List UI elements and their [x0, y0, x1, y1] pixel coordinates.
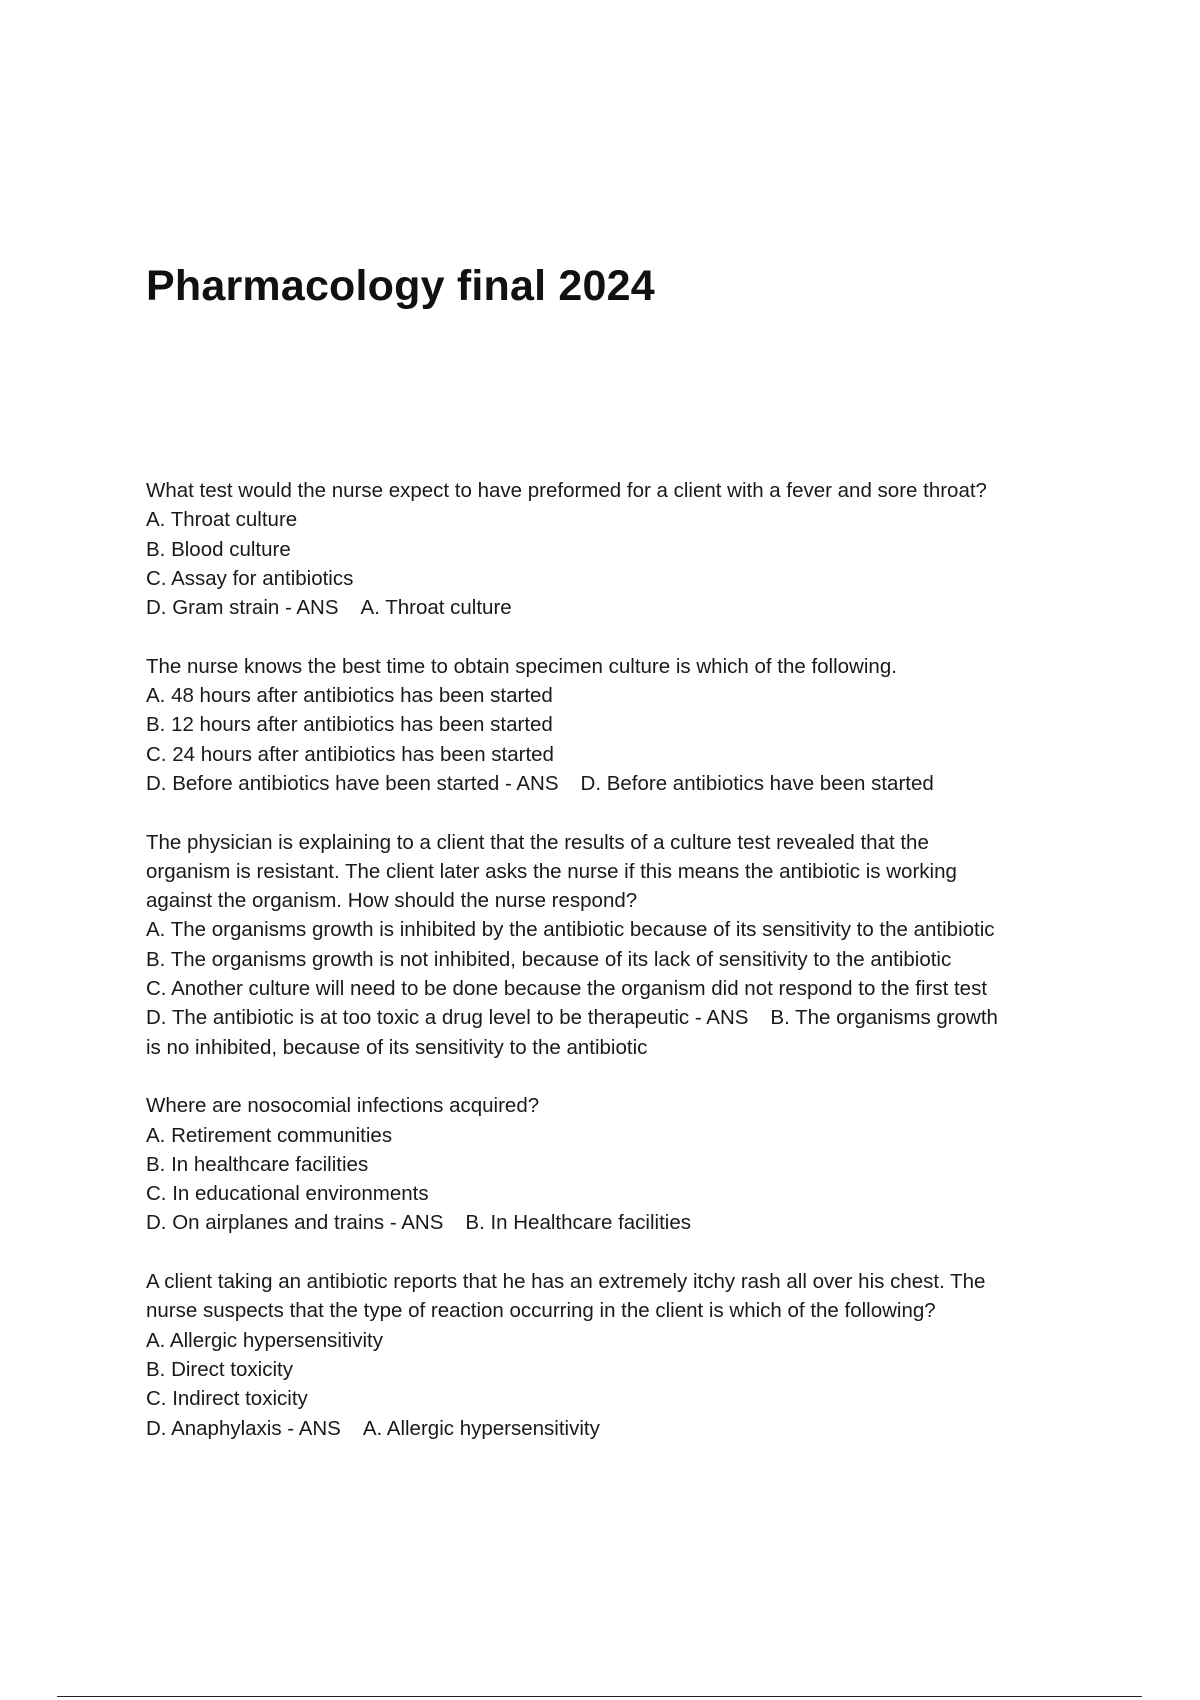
correct-answer: D. Before antibiotics have been started	[580, 771, 934, 795]
page-title: Pharmacology final 2024	[146, 262, 655, 310]
last-option-with-ans: D. On airplanes and trains - ANS	[146, 1211, 444, 1235]
last-option-with-ans: D. The antibiotic is at too toxic a drug level to be therapeutic - ANS	[146, 1006, 749, 1030]
question-item	[146, 1267, 1086, 1443]
answer-line	[146, 1003, 1086, 1032]
answer-option: C. In educational environments	[146, 1182, 429, 1206]
question-text: What test would the nurse expect to have preformed for a client with a fever and sore throat?	[146, 479, 987, 502]
question-item	[146, 652, 1086, 798]
last-option-with-ans: D. Before antibiotics have been started - ANS	[146, 771, 559, 795]
correct-answer: B. In Healthcare facilities	[465, 1211, 691, 1235]
question-item	[146, 828, 1086, 1062]
answer-option: B. 12 hours after antibiotics has been started	[146, 713, 553, 737]
last-option-with-ans: D. Anaphylaxis - ANS	[146, 1416, 341, 1440]
answer-option: A. Allergic hypersensitivity	[146, 1328, 383, 1352]
question-text: Where are nosocomial infections acquired?	[146, 1094, 540, 1118]
answer-option: A. 48 hours after antibiotics has been started	[146, 684, 553, 708]
question-text: A client taking an antibiotic reports that he has an extremely itchy rash all over his chest. The	[146, 1270, 986, 1294]
answer-option: C. 24 hours after antibiotics has been started	[146, 742, 554, 766]
question-text: against the organism. How should the nurse respond?	[146, 889, 638, 913]
question-text: nurse suspects that the type of reaction occurring in the client is which of the following?	[146, 1299, 936, 1323]
answer-line	[146, 593, 1086, 622]
answer-option: A. Retirement communities	[146, 1123, 393, 1147]
question-item	[146, 1091, 1086, 1237]
answer-option: B. In healthcare facilities	[146, 1152, 369, 1176]
answer-line	[146, 1414, 1086, 1443]
question-list	[146, 476, 1086, 1472]
answer-option: B. Direct toxicity	[146, 1357, 293, 1381]
correct-answer: A. Allergic hypersensitivity	[362, 1416, 600, 1440]
answer-option: B. The organisms growth is not inhibited, because of its lack of sensitivity to the antibiotic	[146, 947, 952, 971]
answer-option: C. Another culture will need to be done because the organism did not respond to the first test	[146, 977, 988, 1001]
question-text: The nurse knows the best time to obtain specimen culture is which of the following.	[146, 654, 897, 678]
footer-divider	[57, 1696, 1142, 1697]
answer-option: A. The organisms growth is inhibited by the antibiotic because of its sensitivity to the antibiotic	[146, 918, 995, 942]
answer-option: B. Blood culture	[146, 537, 291, 561]
question-text: organism is resistant. The client later asks the nurse if this means the antibiotic is working	[146, 859, 957, 883]
question-item	[146, 476, 1086, 622]
answer-line	[146, 1208, 1086, 1237]
question-text: The physician is explaining to a client that the results of a culture test revealed that the	[146, 830, 929, 854]
answer-option: A. Throat culture	[146, 508, 298, 532]
answer-option: C. Indirect toxicity	[146, 1387, 308, 1411]
correct-answer-continued: is no inhibited, because of its sensitivity to the antibiotic	[146, 1035, 648, 1059]
correct-answer: B. The organisms growth	[770, 1006, 998, 1030]
answer-line	[146, 769, 1086, 798]
last-option-with-ans: D. Gram strain - ANS	[146, 596, 339, 620]
answer-option: C. Assay for antibiotics	[146, 566, 354, 590]
correct-answer: A. Throat culture	[360, 596, 512, 620]
